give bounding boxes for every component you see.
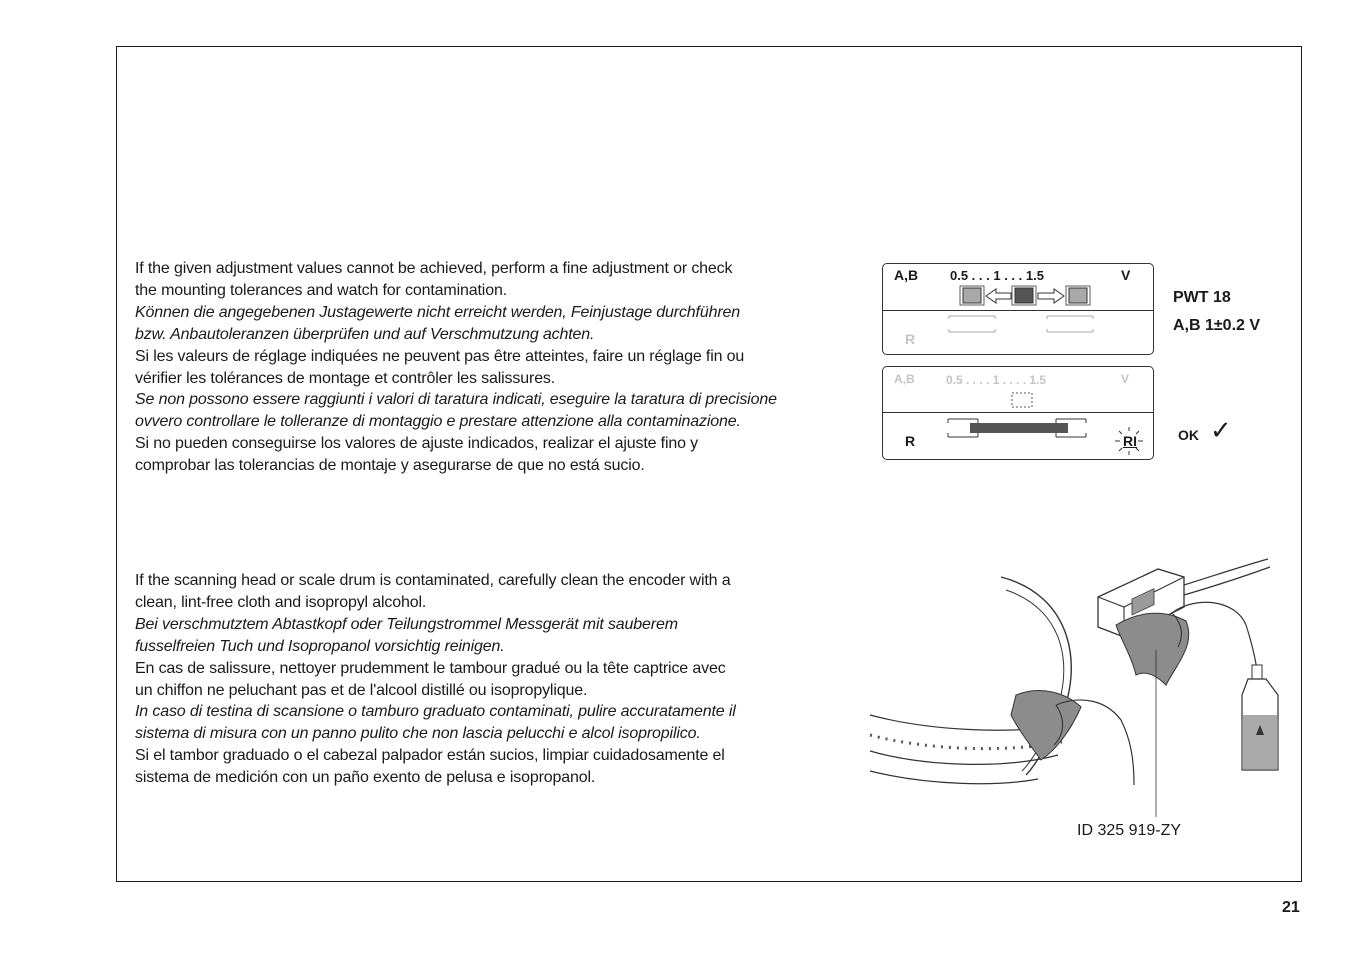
text-line: vérifier les tolérances de montage et contrôler les salissures. — [135, 369, 556, 387]
figure-id: ID 325 919-ZY — [1077, 822, 1182, 839]
scale-label: 0.5 . . . 1 . . . 1.5 — [950, 268, 1044, 283]
pwt-value: A,B 1±0.2 V — [1173, 317, 1261, 334]
adjust-arrows-icon — [955, 285, 1095, 307]
dashed-box-icon — [1009, 390, 1035, 410]
channel-label: A,B — [894, 267, 919, 283]
text-line: bzw. Anbautoleranzen überprüfen und auf Verschmutzung achten. — [135, 325, 595, 343]
text-line: clean, lint-free cloth and isopropyl alcohol. — [135, 593, 427, 611]
pwt-display-adjust — [882, 263, 1154, 355]
text-line: En cas de salissure, nettoyer prudemment le tambour gradué ou la tête captrice avec — [135, 659, 726, 677]
ok-label: OK — [1178, 427, 1199, 443]
text-line: Si el tambor graduado o el cabezal palpador están sucios, limpiar cuidadosamente el — [135, 747, 725, 765]
display-divider — [883, 310, 1153, 311]
ref-bracket-icon — [945, 314, 1115, 334]
text-line: Bei verschmutztem Abtastkopf oder Teilungstrommel Messgerät mit sauberem — [135, 615, 678, 633]
unit-label: V — [1121, 372, 1130, 386]
scale-label: 0.5 . . . . 1 . . . . 1.5 — [946, 373, 1047, 387]
ref-label: R — [905, 433, 916, 449]
channel-label: A,B — [894, 372, 915, 386]
text-line: In caso di testina di scansione o tamburo graduato contaminati, pulire accuratamente il — [135, 703, 736, 721]
ri-label: RI — [1123, 433, 1137, 449]
text-line: Si les valeurs de réglage indiquées ne peuvent pas être atteintes, faire un réglage fin ou — [135, 347, 745, 365]
check-icon: ✓ — [1210, 415, 1232, 445]
text-line: comprobar las tolerancias de montaje y asegurarse de que no está sucio. — [135, 457, 645, 475]
ref-label: R — [905, 331, 916, 347]
text-line: Si no pueden conseguirse los valores de ajuste indicados, realizar el ajuste fino y — [135, 435, 699, 453]
unit-label: V — [1121, 267, 1131, 283]
text-line: ovvero controllare le tolleranze di montaggio e prestare attenzione alla contaminazione. — [135, 413, 741, 431]
text-line: If the scanning head or scale drum is contaminated, carefully clean the encoder with a — [135, 572, 731, 589]
pwt-display-reference — [882, 366, 1154, 460]
text-line: sistema de medición con un paño exento de pelusa e isopropanol. — [135, 769, 596, 787]
text-line: fusselfreien Tuch und Isopropanol vorsichtig reinigen. — [135, 637, 505, 655]
cleaning-illustration-icon — [866, 555, 1296, 820]
text-line: If the given adjustment values cannot be achieved, perform a fine adjustment or check — [135, 260, 733, 277]
ref-signal-bar — [938, 417, 1118, 439]
text-line: un chiffon ne peluchant pas et de l'alcool distillé ou isopropylique. — [135, 681, 588, 699]
text-line: Se non possono essere raggiunti i valori di taratura indicati, eseguire la taratura di precisione — [135, 391, 777, 409]
pwt-title: PWT 18 — [1173, 289, 1231, 306]
page-number: 21 — [1282, 899, 1300, 916]
text-line: Können die angegebenen Justagewerte nicht erreicht werden, Feinjustage durchführen — [135, 303, 741, 321]
text-line: the mounting tolerances and watch for contamination. — [135, 281, 507, 299]
text-line: sistema di misura con un panno pulito che non lascia pelucchi e alcol isopropilico. — [135, 725, 701, 743]
display-divider — [883, 412, 1153, 413]
adjustment-text — [135, 258, 855, 477]
cleaning-text — [135, 570, 855, 789]
